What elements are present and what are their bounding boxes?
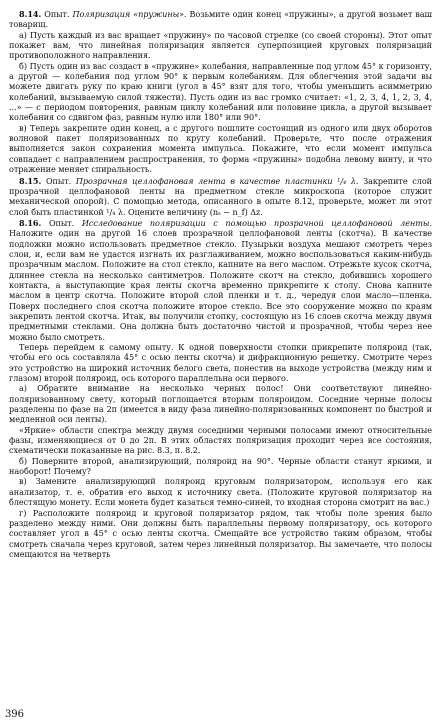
body-paragraph: в) Теперь закрепите один конец, а с другого пошлите состоящий из одного или двух оборотов волновой пакет поляризованных по кругу колебаний. Проверьте, что после отражения выполняется закон сохранения момента импульса. Покажите, что если момент импульса совпадает с направлением распространения, то форма «пружины» подобна левому винту, и что отражение меняет спиральность. [9, 122, 432, 175]
section-number: 8.15. [19, 175, 42, 186]
body-paragraph: г) Расположите поляроид и круговой поляризатор рядом, так чтобы поле зрения было разделено между ними. Они должны быть параллельны первому поляризатору, ось которого составляет угол в 45° с осью ленты скотча. Смещайте все устройство таким образом, чтобы смотреть сначала через круговой, затем через линейный поляризатор. Вы замечаете, что полосы смещаются на четверть [9, 507, 432, 559]
page-body [9, 9, 432, 559]
section-label: Опыт. [44, 9, 70, 19]
body-paragraph: б) Поверните второй, анализирующий, поляроид на 90°. Черные области станут яркими, и наоборот! Почему? [9, 455, 432, 477]
section-title: Исследование поляризации с помощью прозрачной целлофановой ленты. [81, 217, 432, 228]
body-paragraph: б) Пусть один из вас создаст в «пружине» колебания, направленные под углом 45° к горизонту, а другой — колебания под углом 90° к первым колебаниям. Для облегчения этой задачи вы можете двигать руку по краю книги (угол в 45° взят для того, чтобы уменьшить асимметрию колебаний, вызываемую силой тяжести). Пусть один из вас громко считает: «1, 2, 3, 4, 1, 2, 3, 4, ...» — с периодом повторения, равным циклу колебаний или половине цикла, а другой вызывает колебания со сдвигом фаз, равным нулю или 180° или 90°. [9, 60, 432, 123]
section-paragraph [9, 218, 432, 342]
section-label: Опыт. [48, 217, 75, 228]
section-number: 8.16. [19, 217, 42, 228]
section-title: Поляризация «пружины». [72, 9, 187, 19]
section-label: Опыт. [45, 175, 72, 186]
section-paragraph [9, 176, 432, 217]
page-number: 396 [5, 708, 24, 720]
section-body: Наложите один на другой 16 слоев прозрачной целлофановой ленты (скотча). В качестве подложки можно использовать предметное стекло. Пузырьки воздуха мешают смотреть через слои, и, если вам не удастся изгнать их разглаживанием, можно воспользоваться каким-нибудь прозрачным маслом. Положите на стол стекло, капните на него маслом. Отрежьте кусок скотча, длиннее стекла на несколько сантиметров. Положите скотч на стекло, добившись хорошего контакта, а выступающие края ленты скотча временно прикрепите к столу. Снова капните маслом в центр скотча. Положите второй слой пленки и т. д., чередуя слои масло—пленка. Поверх последнего слоя скотча положите второе стекло. Все это сооружение можно по краям закрепить лентой скотча. Итак, вы получили стопку, состоящую из 16 слоев скотча между двумя предметными стеклами. Она должна быть достаточно чистой и прозрачной, чтобы через нее можно было смотреть. [9, 228, 432, 342]
body-paragraph: Теперь перейдем к самому опыту. К одной поверхности стопки прикрепите поляроид (так, чтобы его ось составляла 45° с осью ленты скотча) и дифракционную решетку. Смотрите через это устройство на широкий источник белого света, понестив на выходе устройства (между ним и глазом) второй поляроид, ось которого параллельна оси первого. [9, 342, 432, 384]
section-title: Прозрачная целлофановая лента в качестве пластинки ¹/₄ λ. [75, 175, 359, 186]
section-paragraph [9, 9, 432, 30]
body-paragraph: а) Пусть каждый из вас вращает «пружину» по часовой стрелке (со своей стороны). Этот опыт покажет вам, что линейная поляризация является суперпозицией круговых поляризаций противоположного направления. [9, 29, 432, 61]
section-body: Закрепите слой прозрачной целлофановой ленты на предметном стекле микроскопа (которое служит механической опорой). С помощью метода, описанного в опыте 8.12, проверьте, может ли этот слой быть пластинкой ¹/₄ λ. Оцените величину (nₛ − n_f) Δz. [9, 175, 432, 217]
body-paragraph: в) Замените анализирующий поляроид круговым поляризатором, используя его как анализатор, т. е. обратив его выход к источнику света. (Положите круговой поляризатор на блестящую монету. Если монета будет казаться темно-синей, то входная сторона смотрит на вас.) [9, 476, 432, 508]
body-paragraph: а) Обратите внимание на несколько черных полос! Они соответствуют линейно-поляризованному свету, который поглощается вторым поляроидом. Соседние черные полосы разделены по фазе на 2π (имеется в виду фаза линейно-поляризованных компонент по быстрой и медленной оси ленты). [9, 383, 432, 425]
body-paragraph: «Яркие» области спектра между двумя соседними черными полосами имеют относительные фазы, изменяющиеся от 0 до 2π. В этих областях поляризация проходит через все состояния, схематически показанные на рис. 8.3, п. 8.2. [9, 424, 432, 456]
section-body: Возьмите один конец «пружины», а другой возьмет ваш товарищ. [9, 9, 432, 30]
section-number: 8.14. [19, 9, 42, 19]
